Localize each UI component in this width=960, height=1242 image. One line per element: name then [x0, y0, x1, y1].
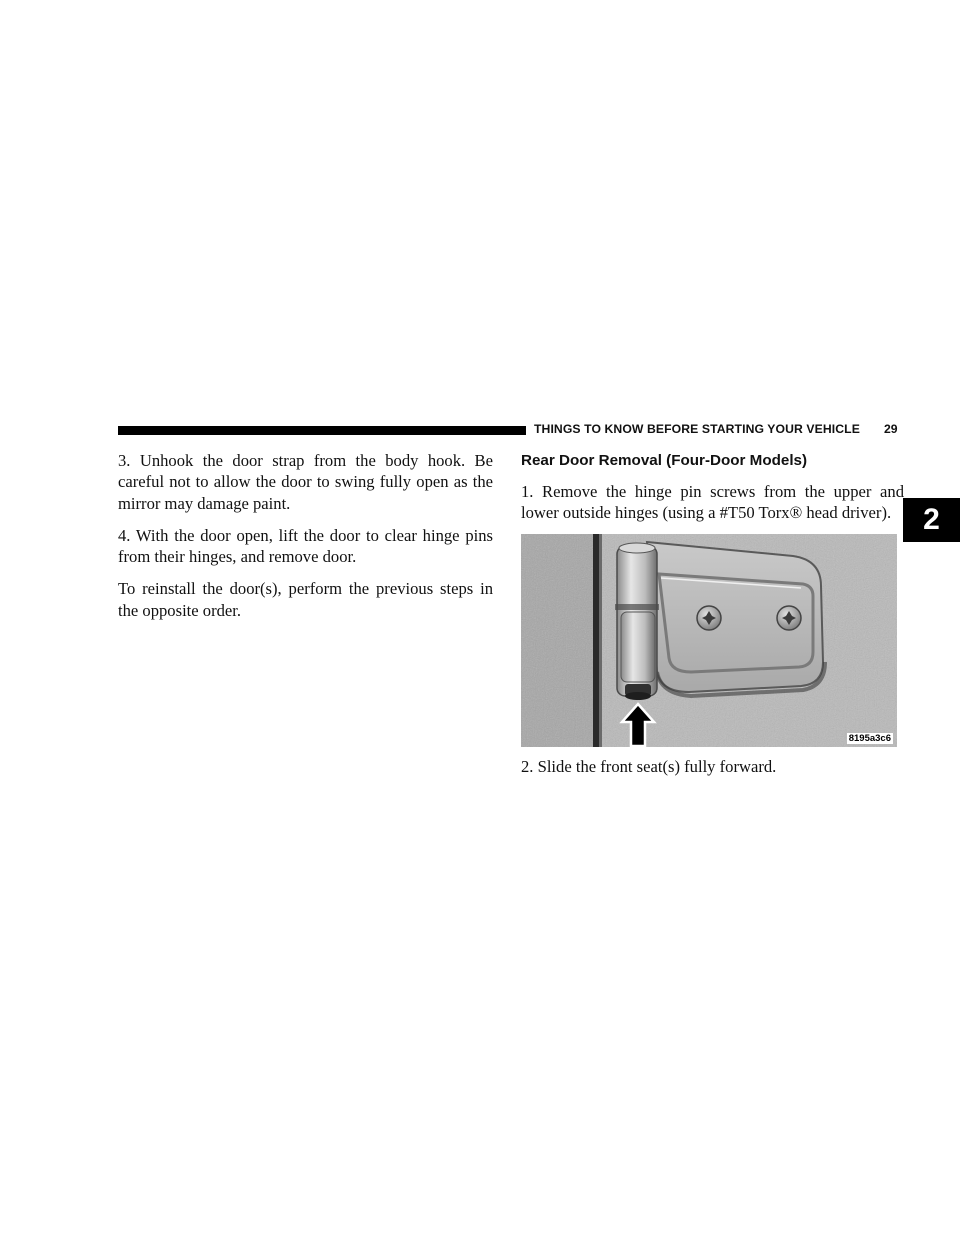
running-header-title: THINGS TO KNOW BEFORE STARTING YOUR VEHICLE — [534, 422, 860, 436]
step-1-paragraph: 1. Remove the hinge pin screws from the upper and lower outside hinges (using a #T50 Torx® head driver). — [521, 482, 904, 523]
chapter-tab-number: 2 — [923, 503, 940, 536]
right-column — [521, 451, 904, 788]
section-heading: Rear Door Removal (Four-Door Models) — [521, 452, 808, 469]
header-rule — [118, 426, 526, 435]
left-column — [118, 450, 493, 632]
step-2-paragraph: 2. Slide the front seat(s) fully forward. — [521, 757, 777, 777]
page-number: 29 — [884, 422, 898, 436]
hinge-photo — [521, 534, 897, 747]
step-3-paragraph: 3. Unhook the door strap from the body hook. Be careful not to allow the door to swing fully open as the mirror may damage paint. — [118, 451, 493, 513]
step-4-paragraph: 4. With the door open, lift the door to clear hinge pins from their hinges, and remove door. — [118, 525, 493, 567]
hinge-illustration — [521, 534, 897, 747]
reinstall-paragraph: To reinstall the door(s), perform the previous steps in the opposite order. — [118, 579, 493, 620]
chapter-tab — [903, 498, 960, 542]
figure-code: 8195a3c6 — [848, 733, 891, 745]
